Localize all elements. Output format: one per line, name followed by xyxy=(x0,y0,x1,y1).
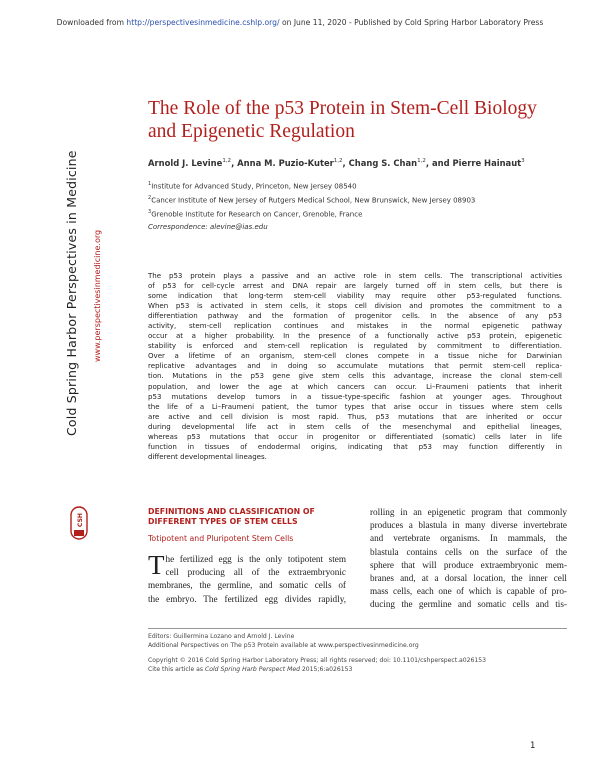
article-title xyxy=(148,97,568,143)
body-line: the embryo. The fertilized egg divides rapidly, xyxy=(148,593,346,604)
download-suffix: on June 11, 2020 - Published by Cold Spring Harbor Laboratory Press xyxy=(279,18,544,27)
footer-copyright: Copyright © 2016 Cold Spring Harbor Laboratory Press; all rights reserved; doi: 10.1101/cshperspect.a026153 xyxy=(148,657,487,664)
author-name: Arnold J. Levine xyxy=(148,158,223,168)
abstract-line: function in tissues of endodermal origins, indicating that p53 may function differently in xyxy=(148,441,562,451)
body-line: rolling in an epigenetic program that commonly xyxy=(370,507,567,517)
author-sup: 3 xyxy=(521,158,525,165)
abstract-line: p53 mutations develop tumors in a tissue-type-specific fashion at younger ages. Throughout xyxy=(148,391,562,401)
abstract-line: stability is enforced and stem-cell replication is regulated by commitment to differentiation. xyxy=(148,341,562,351)
download-notice xyxy=(0,18,600,27)
abstract-line: differentiation pathway and the formation of progenitor cells. In the absence of any p53 xyxy=(148,311,562,321)
author-name: Anna M. Puzio-Kuter xyxy=(237,158,334,168)
drop-cap: T xyxy=(148,550,165,580)
author-sup: 1,2 xyxy=(417,158,426,165)
body-line: cell producing all of the extraembryonic xyxy=(165,567,346,578)
author-sup: 1,2 xyxy=(333,158,343,165)
footer-citation xyxy=(148,666,352,673)
abstract-line: occur at a higher probability. In the presence of a functionally active p53 protein, epigenetic xyxy=(148,331,562,341)
affiliation xyxy=(148,209,362,218)
author-sep: , and xyxy=(425,158,453,168)
abstract-line: are active and cell division is most rapid. Thus, p53 mutations that are inherited or occur xyxy=(148,411,562,421)
section-heading-line-1: DEFINITIONS AND CLASSIFICATION OF xyxy=(148,507,315,516)
body-line: he fertilized egg is the only totipotent stem xyxy=(165,554,346,564)
body-line: and vertebrate organisms. In mammals, the xyxy=(370,533,567,544)
download-prefix: Downloaded from xyxy=(56,18,127,27)
csh-logo xyxy=(70,506,88,540)
abstract-line: When p53 is activated in stem cells, it stops cell division and promotes the commitment to a xyxy=(148,301,562,311)
body-line: blastula contains cells on the surface of the xyxy=(370,546,567,557)
abstract-line: population, and lower the age at which cancers can occur. Li–Fraumeni patients that inherit xyxy=(148,381,562,391)
side-journal-url[interactable]: www.perspectivesinmedicine.org xyxy=(93,229,102,362)
abstract-line: whereas p53 mutations that occur in progenitor or differentiated (somatic) cells later in life xyxy=(148,431,562,441)
abstract-line: of p53 for cell-cycle arrest and DNA repair are largely turned off in stem cells, but there is xyxy=(148,281,562,291)
page-number: 1 xyxy=(530,741,536,751)
author-name: Chang S. Chan xyxy=(348,158,418,168)
author-sup: 1,2 xyxy=(222,158,232,165)
section-heading xyxy=(148,507,348,527)
subsection-heading: Totipotent and Pluripotent Stem Cells xyxy=(148,534,294,543)
citation-suffix: 2015;6:a026153 xyxy=(299,666,353,673)
affiliation-sup: 1 xyxy=(148,181,152,187)
correspondence: Correspondence: alevine@ias.edu xyxy=(148,223,268,231)
abstract xyxy=(148,271,562,462)
author-sep: , xyxy=(342,158,349,168)
affiliation-text: Cancer Institute of New Jersey of Rutgers Medical School, New Brunswick, New Jersey 08903 xyxy=(151,196,476,205)
abstract-line: The p53 protein plays a passive and an active role in stem cells. The transcriptional activities xyxy=(148,271,562,280)
body-line: membranes, the germline, and somatic cells of xyxy=(148,580,346,591)
section-heading-line-2: DIFFERENT TYPES OF STEM CELLS xyxy=(148,517,298,526)
affiliation xyxy=(148,195,475,204)
abstract-line: the life of a Li–Fraumeni patient, the tumor types that arise occur in tissues where stem cells xyxy=(148,401,562,411)
author-sep: , xyxy=(231,158,238,168)
title-line-2: and Epigenetic Regulation xyxy=(148,121,355,142)
abstract-line: replicative advantages and in doing so accumulate mutations that permit stem-cell replica- xyxy=(148,361,562,371)
footer-additional: Additional Perspectives on The p53 Protein available at www.perspectivesinmedicine.org xyxy=(148,642,419,649)
footer-divider xyxy=(148,628,567,629)
download-link[interactable]: http://perspectivesinmedicine.cshlp.org/ xyxy=(126,18,280,27)
affiliation-sup: 3 xyxy=(148,209,152,215)
author-list xyxy=(148,158,568,168)
abstract-line: during developmental life act in stem cells of the mesenchymal and epithelial lineages, xyxy=(148,421,562,431)
affiliation xyxy=(148,181,357,190)
body-column-left xyxy=(148,550,346,606)
affiliation-sup: 2 xyxy=(148,195,152,201)
body-line: branes and, at a dorsal location, the inner cell xyxy=(370,573,567,584)
author-name: Pierre Hainaut xyxy=(452,158,522,168)
abstract-line: tion. Mutations in the p53 gene give stem cells this advantage, increase the clonal stem-cell xyxy=(148,371,562,381)
abstract-line: different developmental lineages. xyxy=(148,451,267,461)
affiliation-text: Institute for Advanced Study, Princeton, New Jersey 08540 xyxy=(151,182,357,191)
body-line: mass cells, each one of which is capable of pro- xyxy=(370,586,567,597)
body-column-right xyxy=(370,506,567,612)
abstract-line: Over a lifetime of an organism, stem-cell clones compete in a tissue niche for Darwinian xyxy=(148,351,562,361)
citation-journal: Cold Spring Harb Perspect Med xyxy=(204,666,300,673)
affiliation-text: Grenoble Institute for Research on Cancer, Grenoble, France xyxy=(151,210,363,219)
title-line-1: The Role of the p53 Protein in Stem-Cell Biology xyxy=(148,98,537,119)
logo-text: CSH xyxy=(77,513,84,527)
abstract-line: activity, stem-cell replication continues and mistakes in the normal epigenetic pathway xyxy=(148,321,562,331)
abstract-line: some indication that long-term stem-cell viability may require other p53-regulated functions. xyxy=(148,291,562,301)
citation-prefix: Cite this article as xyxy=(148,666,205,673)
body-line: produces a blastula in many diverse invertebrate xyxy=(370,520,567,531)
footer-editors: Editors: Guillermina Lozano and Arnold J. Levine xyxy=(148,633,295,640)
body-line: sphere that will produce extraembryonic mem- xyxy=(370,559,567,570)
body-line: ducing the germline and somatic cells and tis- xyxy=(370,599,567,610)
side-journal-name: Cold Spring Harbor Perspectives in Medicine xyxy=(64,150,79,436)
